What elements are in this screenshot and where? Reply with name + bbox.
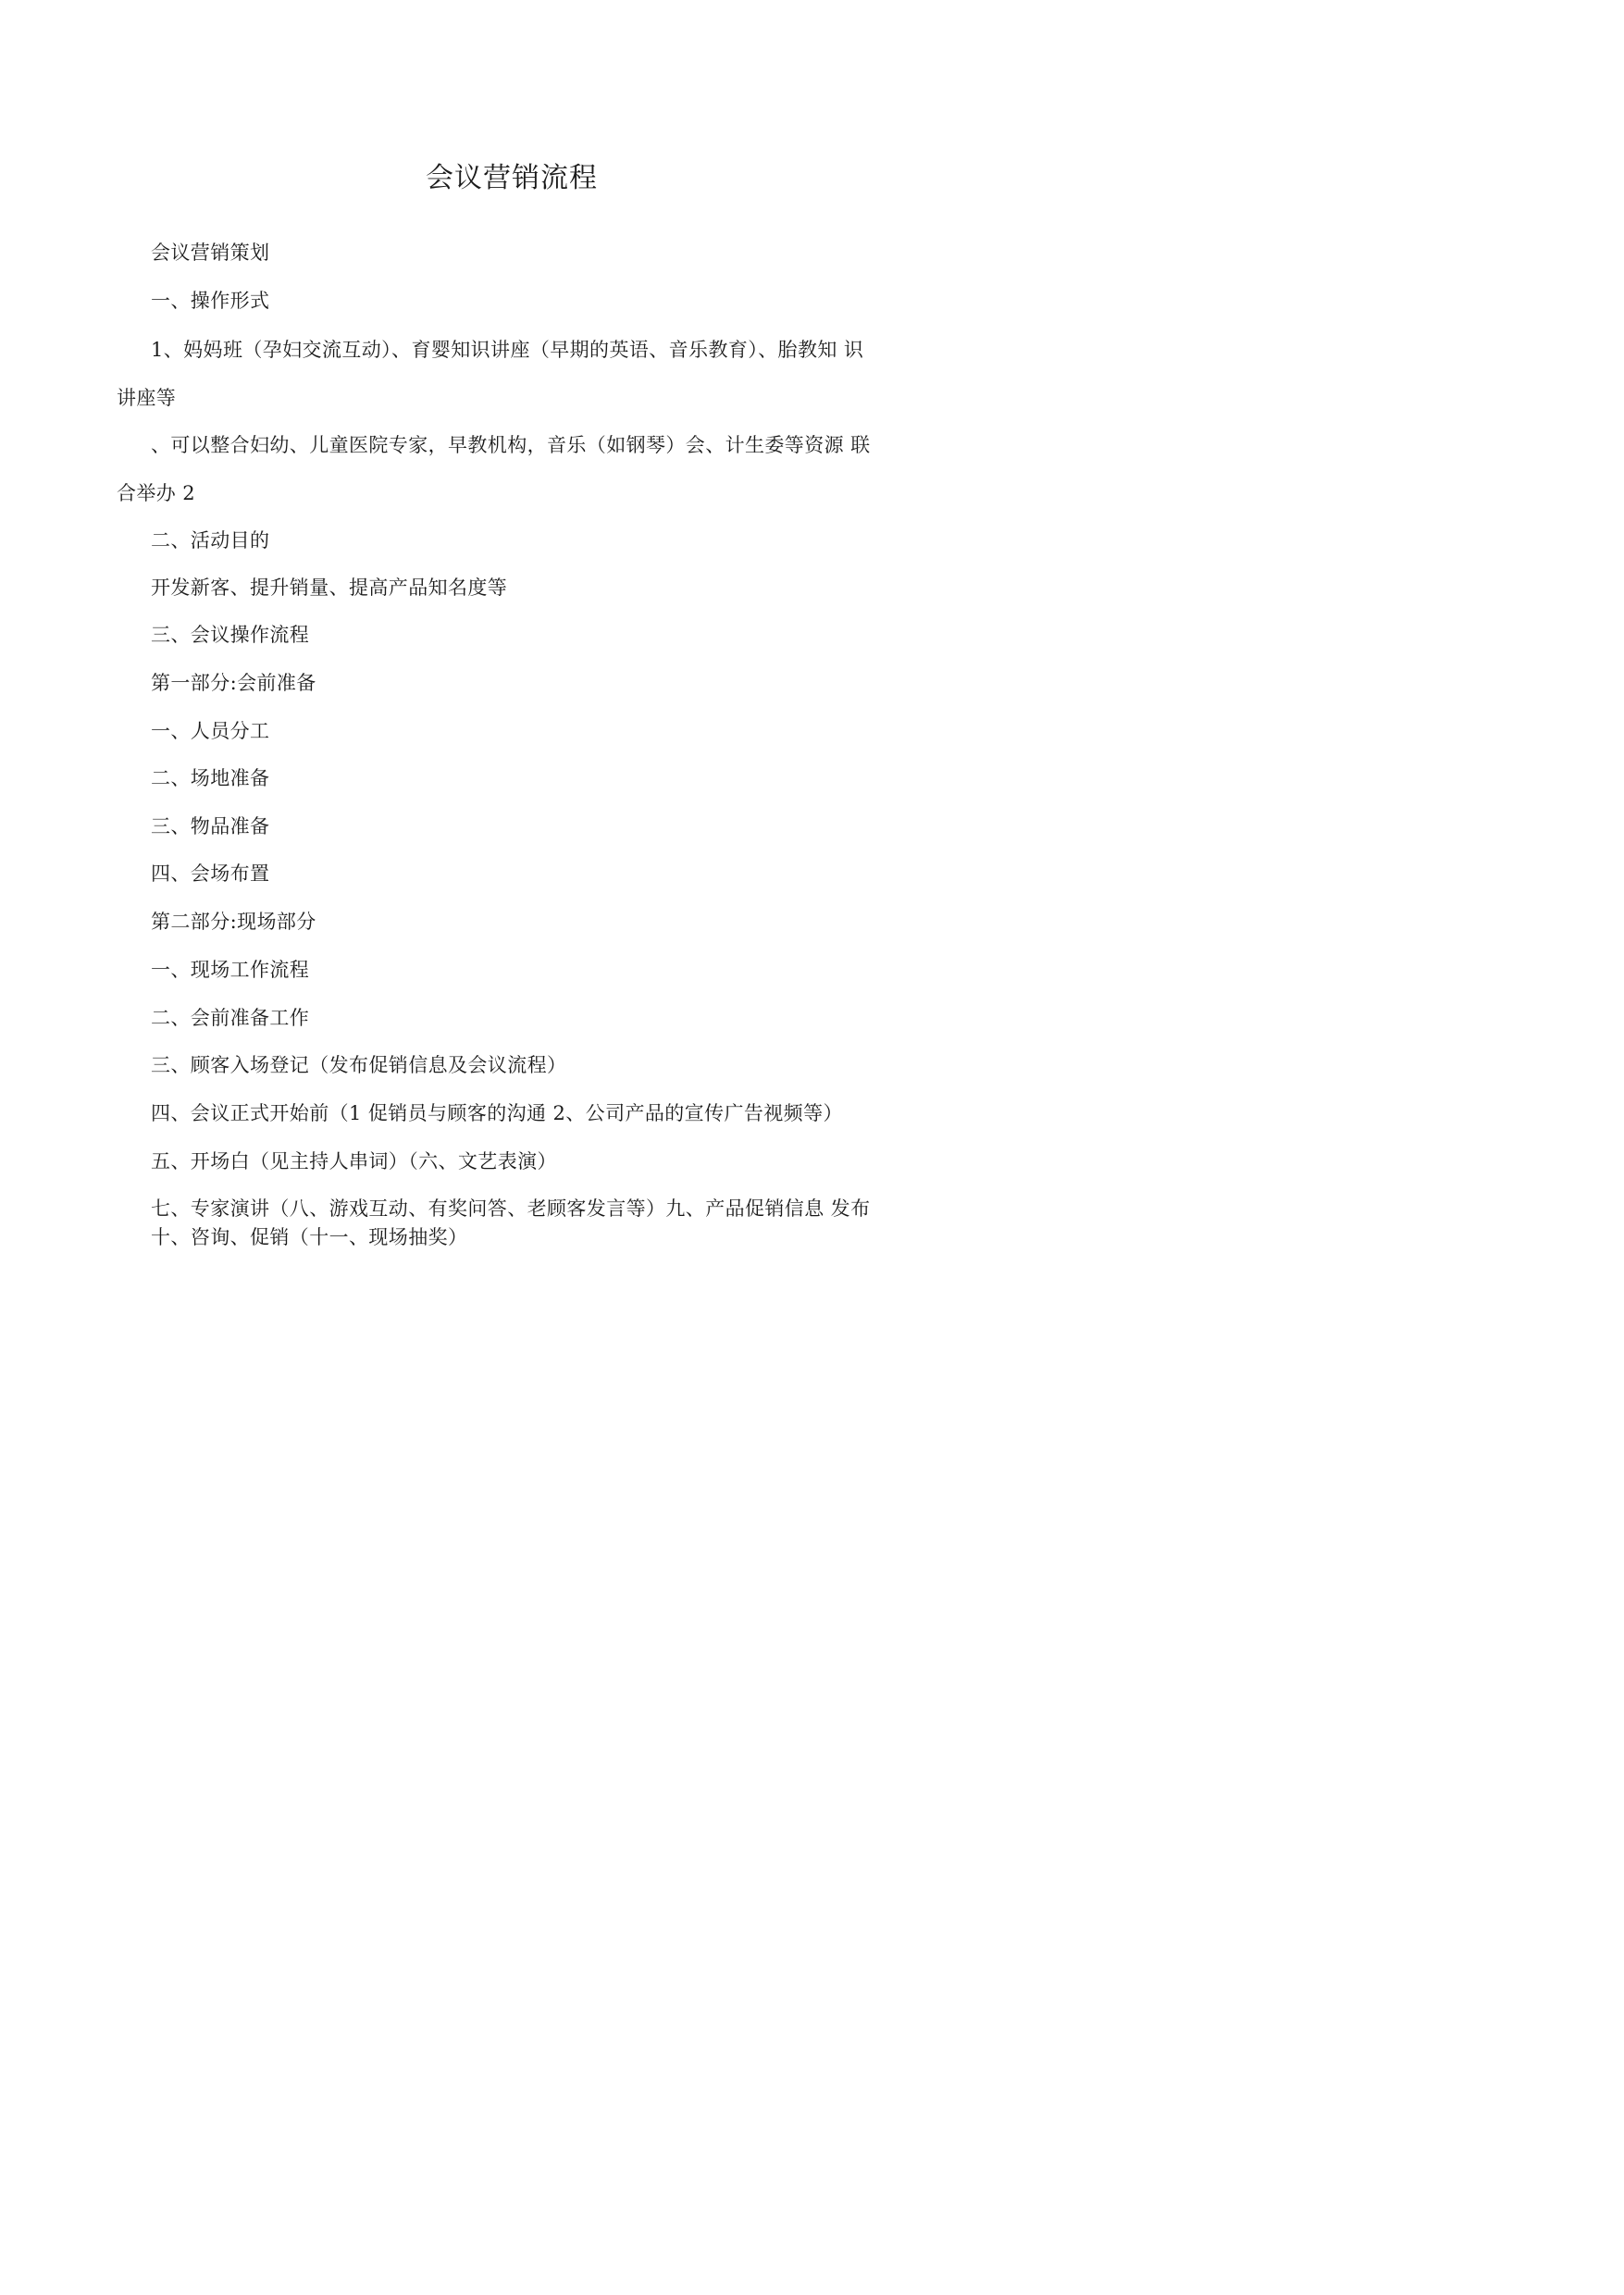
doc-line-section-1: 一、操作形式 [151,290,270,312]
doc-line-item-2-cont: 合举办 2 [117,482,196,504]
doc-line-item-1: 1、妈妈班（孕妇交流互动）、育婴知识讲座（早期的英语、音乐教育）、胎教知 识 [151,339,864,361]
doc-line-part-2-item-2: 二、会前准备工作 [151,1007,310,1029]
doc-line-part-2-item-10: 十、咨询、促销（十一、现场抽奖） [151,1226,468,1248]
doc-line-section-3: 三、会议操作流程 [151,624,310,646]
page-title: 会议营销流程 [426,162,598,194]
doc-line-section-2: 二、活动目的 [151,529,270,552]
doc-line-goal: 开发新客、提升销量、提高产品知名度等 [151,577,508,599]
doc-line-item-1-cont: 讲座等 [117,387,177,409]
doc-line-part-2-item-4: 四、会议正式开始前（1 促销员与顾客的沟通 2、公司产品的宣传广告视频等） [151,1102,843,1124]
doc-line-part-2-item-3: 三、顾客入场登记（发布促销信息及会议流程） [151,1054,567,1076]
doc-line-part-2-item-5: 五、开场白（见主持人串词）（六、文艺表演） [151,1150,557,1172]
document-page [0,0,1039,1469]
doc-line-part-2-item-1: 一、现场工作流程 [151,959,310,981]
doc-line-part-2-item-7: 七、专家演讲（八、游戏互动、有奖问答、老顾客发言等）九、产品促销信息 发布 [151,1197,871,1220]
doc-line-subtitle: 会议营销策划 [151,242,270,264]
doc-line-part-1-item-4: 四、会场布置 [151,862,270,885]
doc-line-item-2: 、可以整合妇幼、儿童医院专家，早教机构，音乐（如钢琴）会、计生委等资源 联 [151,434,871,456]
doc-line-part-1: 第一部分:会前准备 [151,672,316,694]
doc-line-part-1-item-3: 三、物品准备 [151,815,270,837]
doc-line-part-1-item-2: 二、场地准备 [151,767,270,789]
doc-line-part-1-item-1: 一、人员分工 [151,720,270,742]
doc-line-part-2: 第二部分:现场部分 [151,911,316,933]
